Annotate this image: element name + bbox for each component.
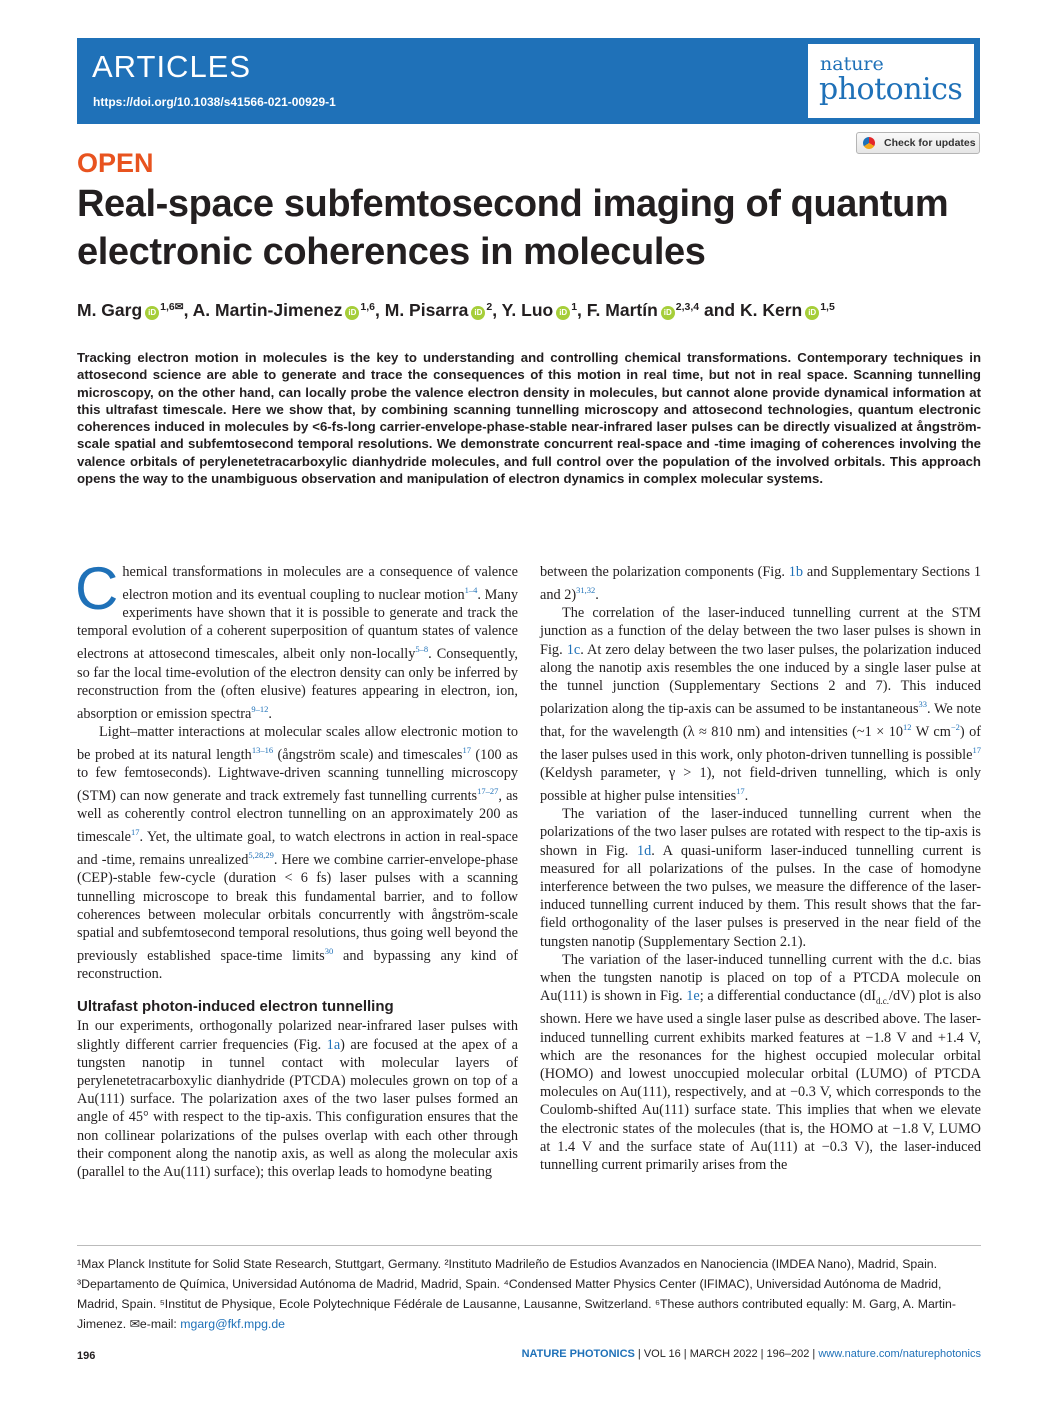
crossmark-icon <box>863 137 875 149</box>
paragraph-4 <box>540 563 981 604</box>
open-access-label: OPEN <box>77 148 154 178</box>
author-affiliation: 1,6 <box>360 301 376 313</box>
article-title: Real-space subfemtosecond imaging of quantum electronic coherences in molecules <box>77 183 949 273</box>
affiliations-footnote <box>77 1254 981 1334</box>
text-run: ) are focused at the apex of a tungsten nanotip in tunnel contact with molecular layers of perylenetetracarboxylic dianhydride (PTCDA) molecules grown on top of a Au(111) surface. The polarization axes of the two laser pulses formed an angle of 45° with respect to the tip-axis. This configuration ensures that the non collinear polarizations of the pulses overlap with each other through their component along the nanotip axis, as well as along the molecular axis (parallel to the Au(111) surface); this overlap leads to homodyne beating <box>77 1036 518 1181</box>
reference-marker[interactable]: 17 <box>972 745 981 756</box>
figure-link[interactable]: 1b <box>788 564 804 580</box>
author-affiliation: 2,3,4 <box>675 301 700 313</box>
footer-url[interactable]: www.nature.com/naturephotonics <box>818 1348 981 1360</box>
paragraph-3 <box>77 1017 518 1181</box>
text-run: In our experiments, orthogonally polarized near-infrared laser pulses with slightly different carrier frequencies (Fig. <box>77 1018 518 1053</box>
check-updates-button[interactable] <box>856 132 980 154</box>
paragraph-6 <box>540 805 981 951</box>
paragraph-1 <box>75 555 518 723</box>
reference-marker[interactable]: 13–16 <box>251 745 274 756</box>
orcid-icon[interactable]: iD <box>805 306 819 320</box>
author-name[interactable]: F. Martín <box>586 300 658 320</box>
author-separator: , <box>183 300 193 320</box>
orcid-icon[interactable]: iD <box>661 306 675 320</box>
abstract: Tracking electron motion in molecules is the key to understanding and controlling chemical transformations. Contemporary techniques in attosecond science are able to generate and trace the consequences of this motion in real time, but not in real space. Scanning tunnelling microscopy, on the other hand, can locally probe the valence electron density in molecules, but cannot alone provide dynamical information at this ultrafast timescale. Here we show that, by combining scanning tunnelling microscopy and attosecond technologies, quantum electronic coherences induced in molecules by <6-fs-long carrier-envelope-phase-stable near-infrared laser pulses can be directly visualized at ångström-scale spatial and subfemtosecond temporal resolutions. We demonstrate concurrent real-space and -time imaging of coherences involving the valence orbitals of perylenetetracarboxylic dianhydride molecules, and full control over the population of the involved orbitals. This approach opens the way to the unambiguous observation and manipulation of electron dynamics in complex molecular systems. <box>77 350 981 487</box>
figure-link[interactable]: 1a <box>326 1036 341 1053</box>
text-run: hemical transformations in molecules are a consequence of valence electron motion and its eventual coupling to nuclear motion <box>122 564 518 603</box>
author-name[interactable]: K. Kern <box>739 300 803 320</box>
text-run: and Supplementary Sections 1 and 2) <box>540 564 981 603</box>
reference-marker[interactable]: −2 <box>950 722 960 733</box>
text-run: W cm <box>911 723 951 740</box>
body-column-left <box>75 555 518 1181</box>
text-run: Light–matter interactions at molecular scales allow electronic motion to be probed at its natural length <box>77 723 518 763</box>
journal-logo-line1: nature <box>820 53 884 75</box>
reference-marker[interactable]: 5,28,29 <box>248 850 274 861</box>
author-affiliation: 1,5 <box>820 301 835 313</box>
text-run: ) of the laser pulses used in this work, only photon-driven tunnelling is possible <box>540 723 982 763</box>
author-affiliation: 2 <box>486 301 493 313</box>
reference-marker[interactable]: 17 <box>462 745 471 756</box>
drop-cap: C <box>75 555 119 622</box>
author-name[interactable]: Y. Luo <box>501 300 554 320</box>
author-separator: , <box>375 300 385 320</box>
email-link[interactable]: mgarg@fkf.mpg.de <box>180 1317 286 1331</box>
author-affiliation: 1,6 <box>160 301 175 313</box>
check-updates-label: Check for updates <box>884 137 976 149</box>
orcid-icon[interactable]: iD <box>556 306 570 320</box>
text-run: . Consequently, so far the local time-evolution of the electron density can only be inferred by reconstruction from the (often elusive) features appearing in electron, ion, absorption or emission spectra <box>77 646 518 722</box>
text-run: The variation of the laser-induced tunnelling current when the polarizations of the two laser pulses are rotated with respect to the tip-axis is shown in Fig. <box>540 806 981 859</box>
text-run: . At zero delay between the two laser pulses, the polarization induced along the nanotip axis resembles the one induced by a single laser pulse at the tunnel junction (Supplementary Sections 2 and 7). This induced polarization along the tip-axis can be assumed to be instantaneous <box>540 641 981 717</box>
footer-journal: NATURE PHOTONICS <box>521 1348 635 1360</box>
text-run: . Yet, the ultimate goal, to watch electrons in action in real-space and -time, remains unrealized <box>77 829 518 869</box>
reference-marker[interactable]: 31,32 <box>576 585 596 596</box>
figure-link[interactable]: 1e <box>686 988 700 1005</box>
orcid-icon[interactable]: iD <box>145 306 159 320</box>
author-affiliation: 1 <box>571 301 578 313</box>
reference-marker[interactable]: 17–27 <box>477 786 499 797</box>
journal-logo-line2: photonics <box>819 72 963 107</box>
reference-marker[interactable]: 12 <box>903 722 912 733</box>
author-name[interactable]: M. Garg <box>77 300 143 320</box>
text-run: . Many experiments have shown that it is possible to generate and track the temporal evolution of a coherent superposition of quantum states of valence electrons at attosecond timescales, albeit only non-locally <box>77 586 518 663</box>
text-run: . <box>744 788 749 805</box>
author-name[interactable]: A. Martin-Jimenez <box>192 300 343 320</box>
text-run: (100 as to few femtoseconds). Lightwave-driven scanning tunnelling microscopy (STM) can now generate and track extremely fast tunnelling currents <box>77 746 518 805</box>
affiliations-text: ¹Max Planck Institute for Solid State Research, Stuttgart, Germany. ²Instituto Madrileño de Estudios Avanzados en Nanociencia (IMDEA Nano), Madrid, Spain. ³Departamento de Química, Universidad Autónoma de Madrid, Madrid, Spain. ⁴Condensed Matter Physics Center (IFIMAC), Universidad Autónoma de Madrid, Madrid, Spain. ⁵Institut de Physique, Ecole Polytechnique Fédérale de Lausanne, Lausanne, Switzerland. ⁶These authors contributed equally: M. Garg, A. Martin-Jimenez. ✉e-mail: <box>77 1257 956 1331</box>
text-run: The variation of the laser-induced tunnelling current with the d.c. bias when the tungsten nanotip is placed on top of a PTCDA molecule on Au(111) is shown in Fig. <box>540 951 981 1005</box>
footer-details: | VOL 16 | MARCH 2022 | 196–202 | <box>634 1348 819 1360</box>
text-run: , as well as coherently control electron tunnelling on an approximately 200 as timescale <box>77 788 518 846</box>
footnote-divider <box>77 1245 981 1246</box>
orcid-icon[interactable]: iD <box>345 306 359 320</box>
orcid-icon[interactable]: iD <box>471 306 485 320</box>
text-run: (Keldysh parameter, γ > 1), not field-driven tunnelling, which is only possible at higher pulse intensities <box>540 765 981 805</box>
text-run: The correlation of the laser-induced tunnelling current at the STM junction as a function of the delay between the two laser pulses is shown in Fig. <box>540 605 981 658</box>
section-label: ARTICLES <box>92 49 252 84</box>
text-run: /dV) plot is also shown. Here we have used a single laser pulse as described above. The laser-induced tunnelling current exhibits marked features at −1.8 V and +1.4 V, which are the resonances for the highest occupied molecular orbital (HOMO) and lowest unoccupied molecular orbital (LUMO) of PTCDA molecules on Au(111), respectively, and at −0.3 V, which corresponds to the Coulomb-shifted Au(111) surface state. This implies that when we elevate the electronic states of the molecules (that is, the HOMO at −1.8 V, LUMO at 1.4 V and the surface state of Au(111) at −0.3 V), the laser-induced tunnelling current primarily arises from the <box>540 988 982 1173</box>
author-separator: , <box>492 300 502 320</box>
text-run: between the polarization components (Fig. <box>540 564 789 580</box>
footer-citation <box>522 1348 981 1360</box>
author-name[interactable]: M. Pisarra <box>384 300 469 320</box>
paragraph-5 <box>540 604 981 805</box>
paragraph-1-text <box>75 555 518 722</box>
text-run: . A quasi-uniform laser-induced tunnelling current is measured for all polarizations of the pulses. In the case of homodyne interference between the two pulses, we measure the difference of the laser-induced tunnelling current induced by them. This result shows that the far-field orthogonality of the laser pulses is preserved in the near field of the tungsten nanotip (Supplementary Section 2.1). <box>540 842 982 950</box>
text-run: . Here we combine carrier-envelope-phase (CEP)-stable few-cycle (duration < 6 fs) laser pulses with a scanning tunnelling microscope to break this fundamental barrier, and to follow coherences between molecular orbitals concurrently with ångström-scale spatial and subfemtosecond temporal resolutions, thus going well beyond the previously established space-time limits <box>77 852 518 964</box>
reference-marker[interactable]: 17 <box>736 786 745 797</box>
paragraph-2 <box>77 723 518 983</box>
page-number: 196 <box>77 1350 96 1362</box>
reference-marker[interactable]: 1–4 <box>464 585 478 596</box>
section-heading: Ultrafast photon-induced electron tunnelling <box>77 998 394 1016</box>
reference-marker[interactable]: 9–12 <box>251 703 269 714</box>
text-run: (ångström scale) and timescales <box>273 746 463 763</box>
author-list <box>77 300 835 321</box>
text-run: ; a differential conductance (dI <box>699 988 877 1005</box>
reference-marker[interactable]: 17 <box>130 827 140 838</box>
text-run: and bypassing any kind of reconstruction. <box>77 947 518 983</box>
text-run: . <box>268 705 272 722</box>
text-run: . <box>595 586 599 603</box>
body-column-right <box>540 563 981 1174</box>
figure-link[interactable]: 1d <box>636 842 652 859</box>
mail-icon[interactable]: ✉ <box>174 301 184 313</box>
author-separator: , <box>577 300 587 320</box>
author-separator: and <box>699 300 740 320</box>
reference-marker[interactable]: 5–8 <box>415 644 429 655</box>
text-run: . We note that, for the wavelength (λ ≈ 810 nm) and intensities (~1 × 10 <box>540 700 981 740</box>
paragraph-7: The variation of the laser-induced tunnelling current with the d.c. bias when the tungsten nanotip is placed on top of a PTCDA molecule on Au(111) is shown in Fig. 1e; a differential conductance $(dI_{d.c.}/dV)$ plot is also shown. Here we have used a single laser pulse as described above. The laser-induced tunnelling current exhibits marked features at −1.8 V and +1.4 V, which are the resonances for the highest occupied molecular orbital (HOMO) and lowest unoccupied molecular orbital (LUMO) of PTCDA molecules on Au(111), respectively, and at −0.3 V, which corresponds to the Coulomb-shifted Au(111) surface state. This implies that when we elevate the electronic states of the molecules (that is, the HOMO at −1.8 V, LUMO at 1.4 V and the surface state of Au(111) at −0.3 V), the laser-induced tunnelling current primarily arises from the <box>540 951 982 1173</box>
doi-link[interactable]: https://doi.org/10.1038/s41566-021-00929-1 <box>93 95 336 109</box>
figure-link[interactable]: 1c <box>566 641 581 658</box>
reference-marker[interactable]: 33 <box>918 699 928 710</box>
reference-marker[interactable]: 30 <box>324 946 334 957</box>
